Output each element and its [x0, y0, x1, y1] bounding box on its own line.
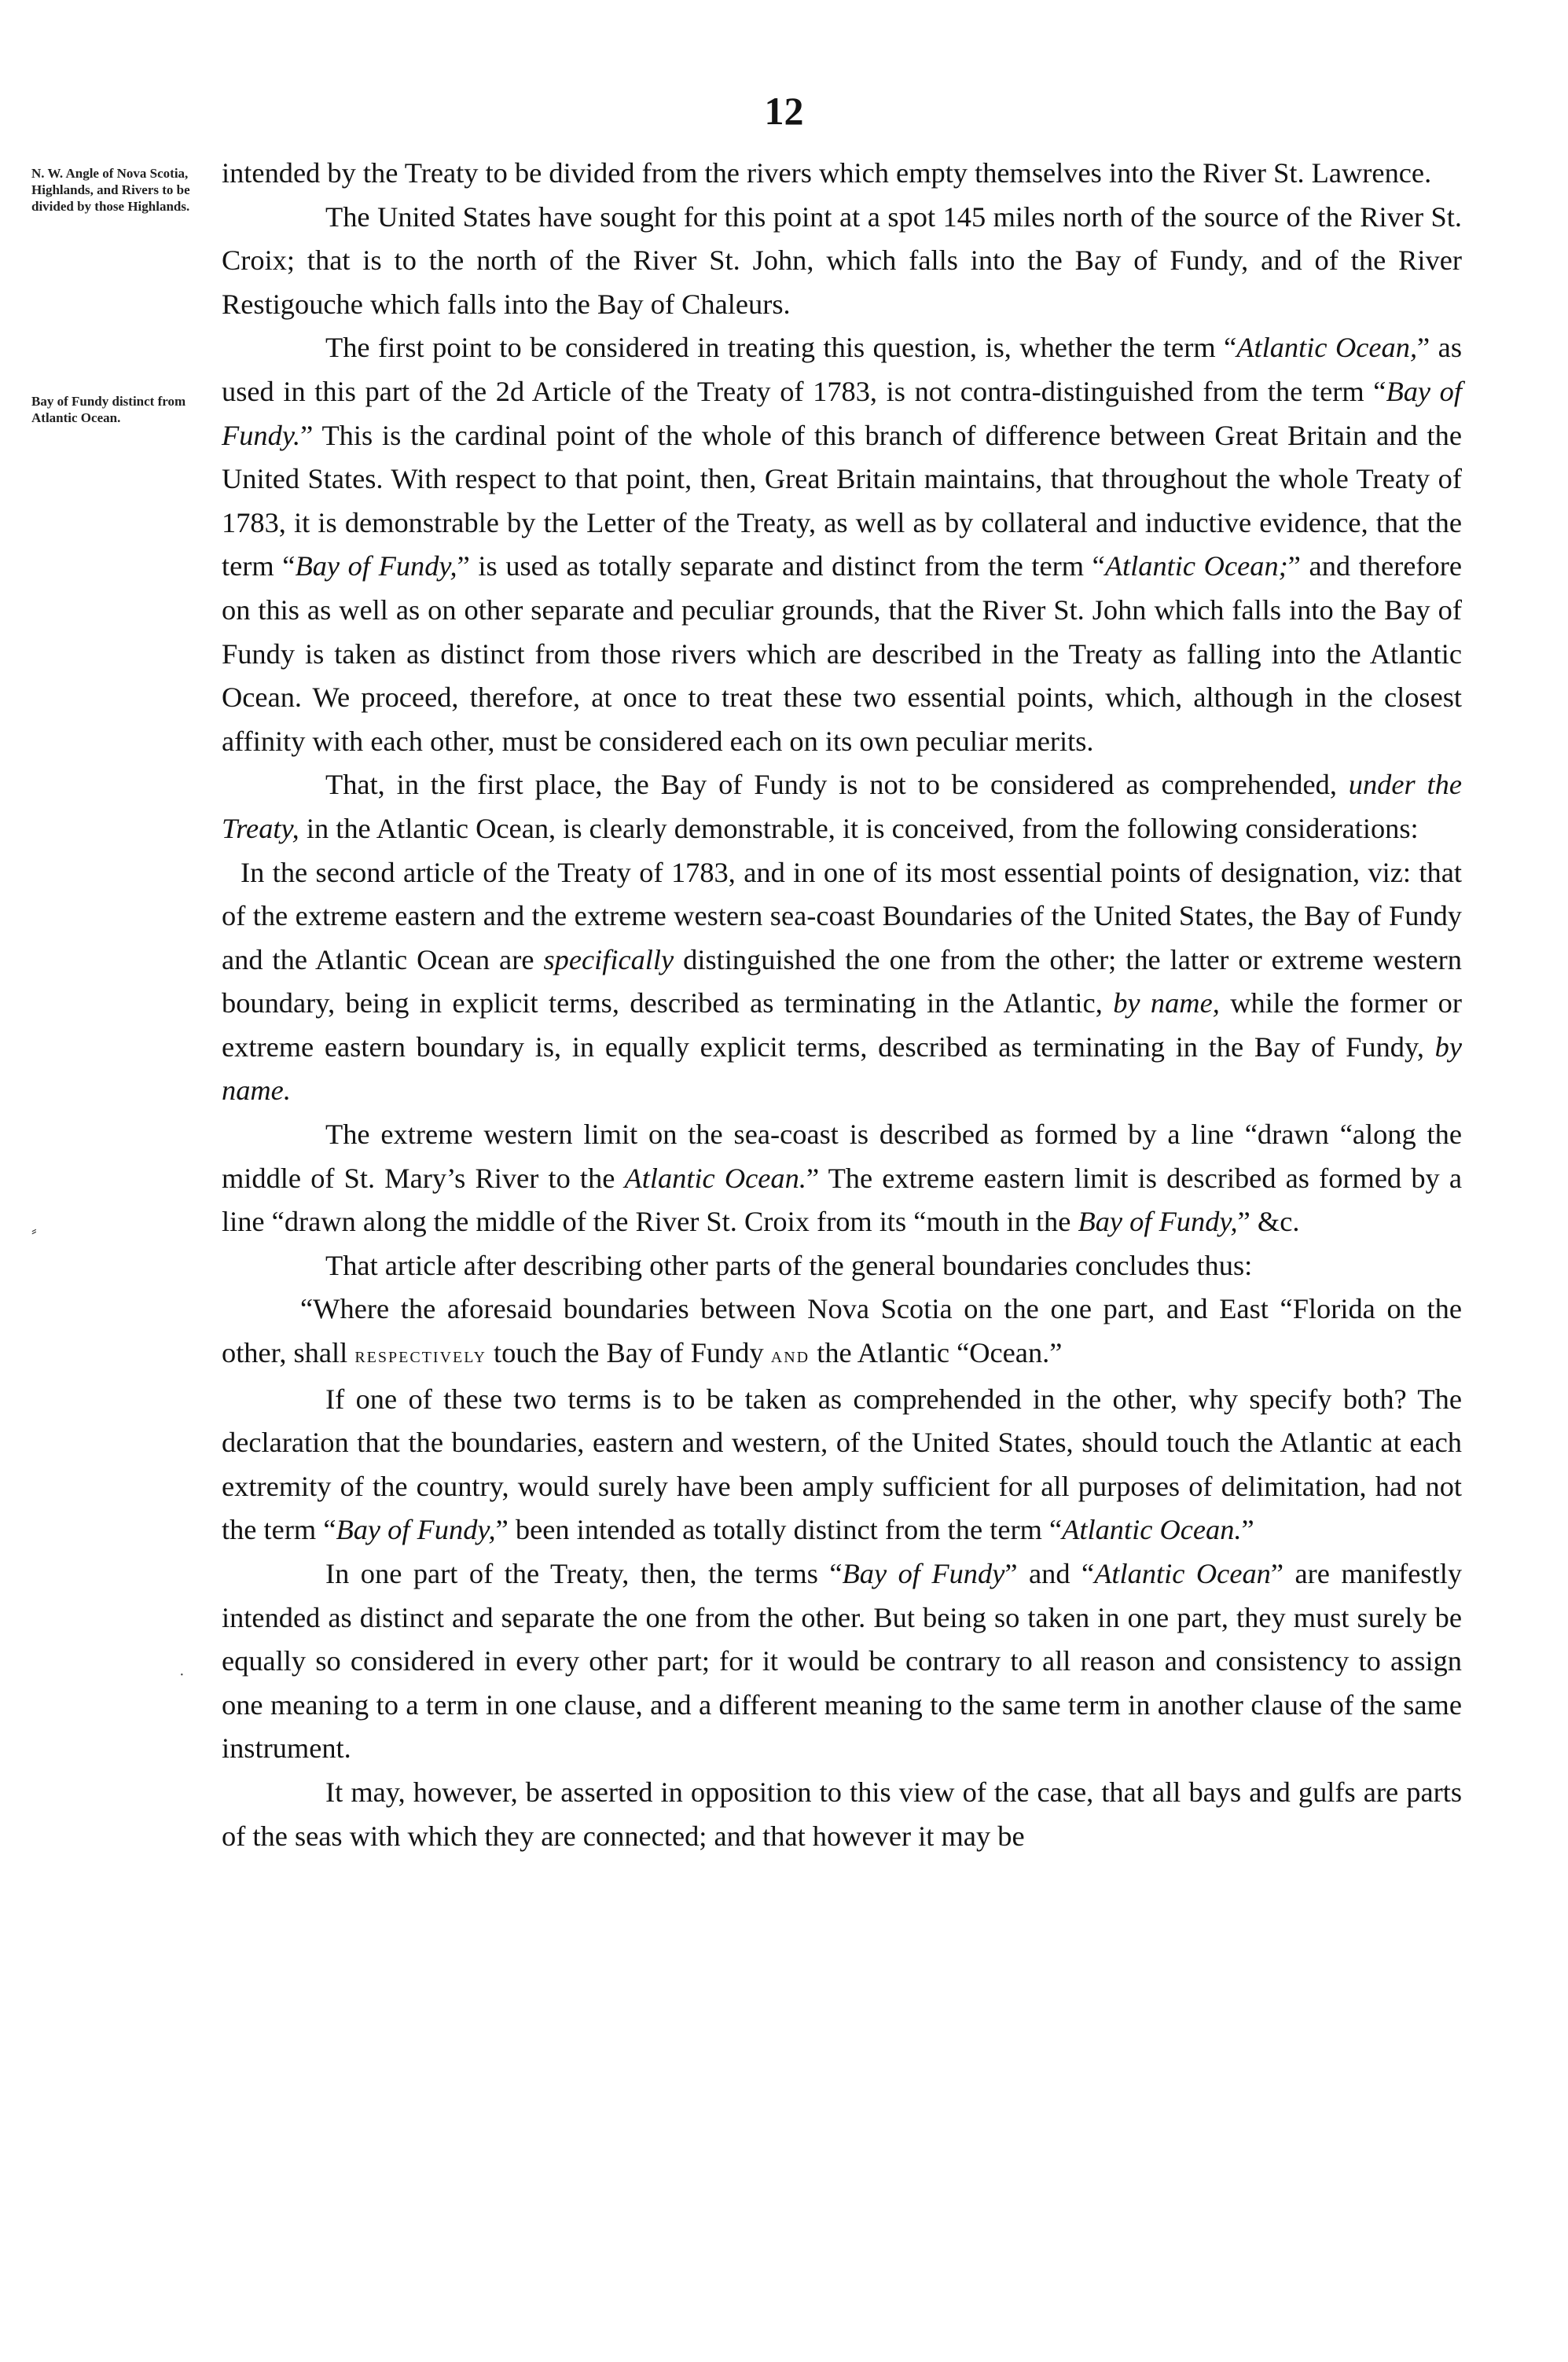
paragraph	[222, 196, 1462, 327]
text-run: ” This is the cardinal point of the whole of this branch of difference between Great Britain and the United States. With respect to that point, then, Great Britain maintains, that throughout the whole Treaty of 1783, it is demonstrable by the Letter of the Treaty, as well as by collateral and inductive evidence, that the term “	[222, 419, 1462, 582]
italic-text: Bay of Fundy,	[1078, 1206, 1238, 1238]
text-run: That, in the first place, the Bay of Fundy is not to be considered as comprehended,	[325, 769, 1349, 801]
paragraph	[222, 1771, 1462, 1858]
italic-text: Atlantic Ocean,	[1236, 332, 1418, 364]
scan-speck-mark: ⸗	[31, 1222, 37, 1240]
italic-text: by name,	[1113, 987, 1220, 1019]
paragraph	[222, 763, 1462, 850]
text-run: ” The extreme eastern limit is described as formed by a line “drawn along the middle of the River St. Croix from its “mouth in the	[222, 1162, 1462, 1238]
italic-text: Bay of Fundy,	[336, 1514, 496, 1546]
paragraph	[222, 1113, 1462, 1244]
text-run: distinguished the one from the other; the latter or extreme western boundary, being in explicit terms, described as terminating in the Atlantic,	[222, 943, 1462, 1019]
margin-note-highlands: N. W. Angle of Nova Scotia, Highlands, and Rivers to be divided by those Highlands.	[31, 166, 190, 214]
text-run: while the former or extreme eastern boundary is, in equally explicit terms, described as terminating in the Bay of Fundy,	[222, 987, 1462, 1063]
paragraph	[222, 1552, 1462, 1771]
text-run: “Where the aforesaid boundaries between Nova Scotia on the one part, and East “Florida on the other, shall	[222, 1293, 1462, 1369]
text-run: in the Atlantic Ocean, is clearly demonstrable, it is conceived, from the following considerations:	[299, 812, 1419, 844]
italic-text: Atlantic Ocean	[1094, 1558, 1271, 1589]
text-run: ” and “	[1004, 1558, 1095, 1589]
italic-text: Atlantic Ocean.	[1062, 1514, 1242, 1546]
paragraph	[222, 851, 1462, 1114]
italic-text: Bay of Fundy.	[222, 375, 1462, 451]
text-run: In one part of the Treaty, then, the terms “	[325, 1558, 843, 1589]
text-run: In the second article of the Treaty of 1783, and in one of its most essential points of designation, viz: that of the extreme eastern and the extreme western sea-coast Boundaries of the United States, the Bay of Fundy and the Atlantic Ocean are	[222, 856, 1462, 975]
margin-note-bay-of-fundy: Bay of Fundy distinct from Atlantic Ocean.	[31, 394, 186, 425]
italic-text: Bay of Fundy,	[295, 550, 457, 582]
paragraph	[222, 1378, 1462, 1552]
text-run: ” &c.	[1237, 1206, 1300, 1238]
italic-text: by name.	[222, 1030, 1462, 1107]
text-run: ” and therefore on this as well as on other separate and peculiar grounds, that the River St. John which falls into the Bay of Fundy is taken as distinct from those rivers which are described in the Treaty as falling into the Atlantic Ocean. We proceed, therefore, at once to treat these two essential points, which, although in the closest affinity with each other, must be considered each on its own peculiar merits.	[222, 550, 1463, 757]
scan-speck-mark: ·	[179, 1666, 185, 1684]
text-run: The extreme western limit on the sea-coast is described as formed by a line “drawn “along the middle of St. Mary’s River to the	[222, 1119, 1462, 1194]
italic-text: Atlantic Ocean.	[624, 1162, 806, 1194]
italic-text: specifically	[543, 943, 674, 975]
text-run: touch the Bay of Fundy	[486, 1337, 771, 1369]
text-run: That article after describing other parts of the general boundaries concludes thus:	[325, 1249, 1253, 1281]
paragraph	[222, 152, 1462, 196]
text-run: ” been intended as totally distinct from the term “	[495, 1514, 1063, 1546]
text-run: The United States have sought for this point at a spot 145 miles north of the source of the River St. Croix; that is to the north of the River St. John, which falls into the Bay of Fundy, and of the River Restigouche which falls into the Bay of Chaleurs.	[222, 200, 1462, 320]
paragraph	[222, 326, 1462, 763]
text-run: ” as used in this part of the 2d Article of the Treaty of 1783, is not contra-distinguished from the term “	[222, 332, 1462, 407]
text-run: ”	[1241, 1514, 1254, 1546]
text-run: If one of these two terms is to be taken as comprehended in the other, why specify both? The declaration that the boundaries, eastern and western, of the United States, should touch the Atlantic at each extremity of the country, would surely have been amply sufficient for all purposes of delimitation, had not the term “	[222, 1383, 1462, 1546]
small-caps-text: and	[770, 1343, 810, 1368]
italic-text: Atlantic Ocean;	[1104, 550, 1288, 582]
text-run: ” is used as totally separate and distinct from the term “	[457, 550, 1105, 582]
text-run: It may, however, be asserted in opposition to this view of the case, that all bays and gulfs are parts of the seas with which they are connected; and that however it may be	[222, 1776, 1462, 1852]
small-caps-text: respectively	[354, 1343, 487, 1368]
paragraph	[222, 1288, 1462, 1377]
page-number: 12	[764, 89, 804, 133]
text-run: ” are manifestly intended as distinct and separate the one from the other. But being so taken in one part, they must surely be equally so considered in every other part; for it would be contrary to all reason and consistency to assign one meaning to a term in one clause, and a different meaning to the same term in another clause of the same instrument.	[222, 1558, 1463, 1765]
text-run: the Atlantic “Ocean.”	[810, 1337, 1063, 1369]
body-text	[222, 152, 1462, 1858]
italic-text: Bay of Fundy	[842, 1558, 1005, 1589]
paragraph	[222, 1244, 1462, 1288]
text-run: intended by the Treaty to be divided from the rivers which empty themselves into the River St. Lawrence.	[222, 157, 1432, 189]
italic-text: under the Treaty,	[222, 769, 1462, 844]
text-run: The first point to be considered in treating this question, is, whether the term “	[325, 332, 1237, 364]
